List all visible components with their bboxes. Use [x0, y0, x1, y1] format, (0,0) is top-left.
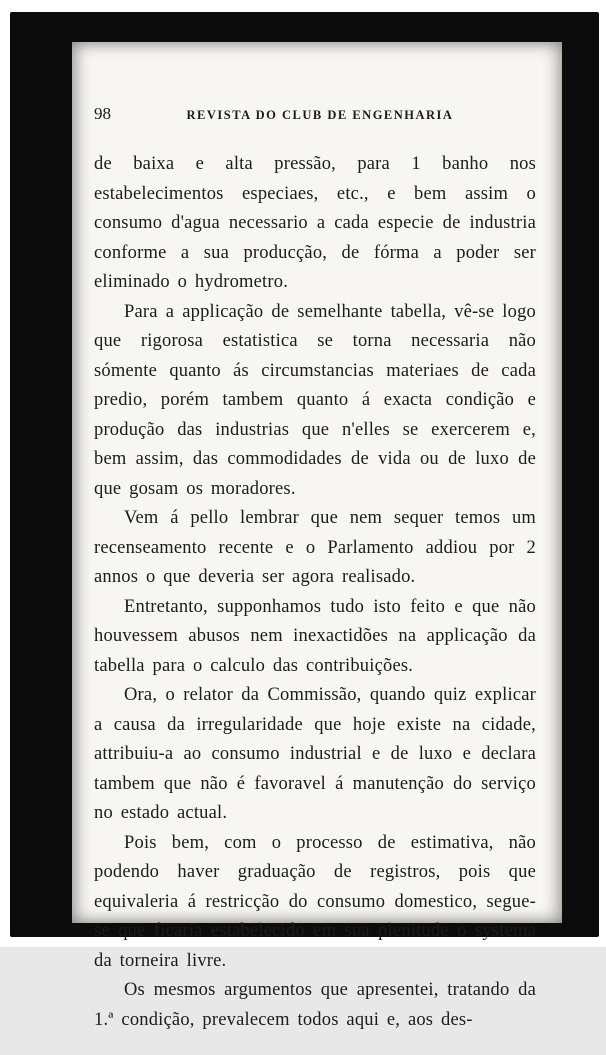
paragraph: Entretanto, supponhamos tudo isto feito e que não houvessem abusos nem inexactidões na applicação da tabella para o calculo das contribuições.	[94, 596, 536, 676]
paragraph: Ora, o relator da Commissão, quando quiz explicar a causa da irregularidade que hoje existe na cidade, attribuiu-a ao consumo industrial e de luxo e declara tambem que não é favoravel á manutenção do serviço no estado actual.	[94, 685, 536, 823]
paragraph: Para a applicação de semelhante tabella, vê-se logo que rigorosa estatistica se torna necessaria não sómente quanto ás circumstancias materiaes de cada predio, porém tambem quanto á exacta condição e produção das industrias que n'elles se exercerem e, bem assim, das commodidades de vida ou de luxo de que gosam os moradores.	[94, 301, 536, 499]
book-page	[72, 42, 562, 1030]
journal-title: REVISTA DO CLUB DE ENGENHARIA	[186, 108, 454, 122]
running-head	[94, 104, 536, 124]
page-body	[94, 150, 536, 1035]
paragraph: Vem á pello lembrar que nem sequer temos um recenseamento recente e o Parlamento addiou por 2 annos o que deveria ser agora realisado.	[94, 508, 536, 587]
paragraph: Pois bem, com o processo de estimativa, não podendo haver graduação de registros, pois que equivaleria á restricção do consumo domestico, segue-se que ficaria estabelecido em sua plenitude o systema da torneira livre.	[94, 832, 536, 971]
page-number: 98	[94, 104, 111, 123]
page-content	[72, 42, 562, 1055]
paragraph: Os mesmos argumentos que apresentei, tratando da 1.ª condição, prevalecem todos aqui e, aos des-	[94, 980, 536, 1030]
paragraph: de baixa e alta pressão, para 1 banho nos estabelecimentos especiaes, etc., e bem assim o consumo d'agua necessario a cada especie de industria conforme a sua producção, de fórma a poder ser eliminado o hydrometro.	[94, 154, 536, 292]
